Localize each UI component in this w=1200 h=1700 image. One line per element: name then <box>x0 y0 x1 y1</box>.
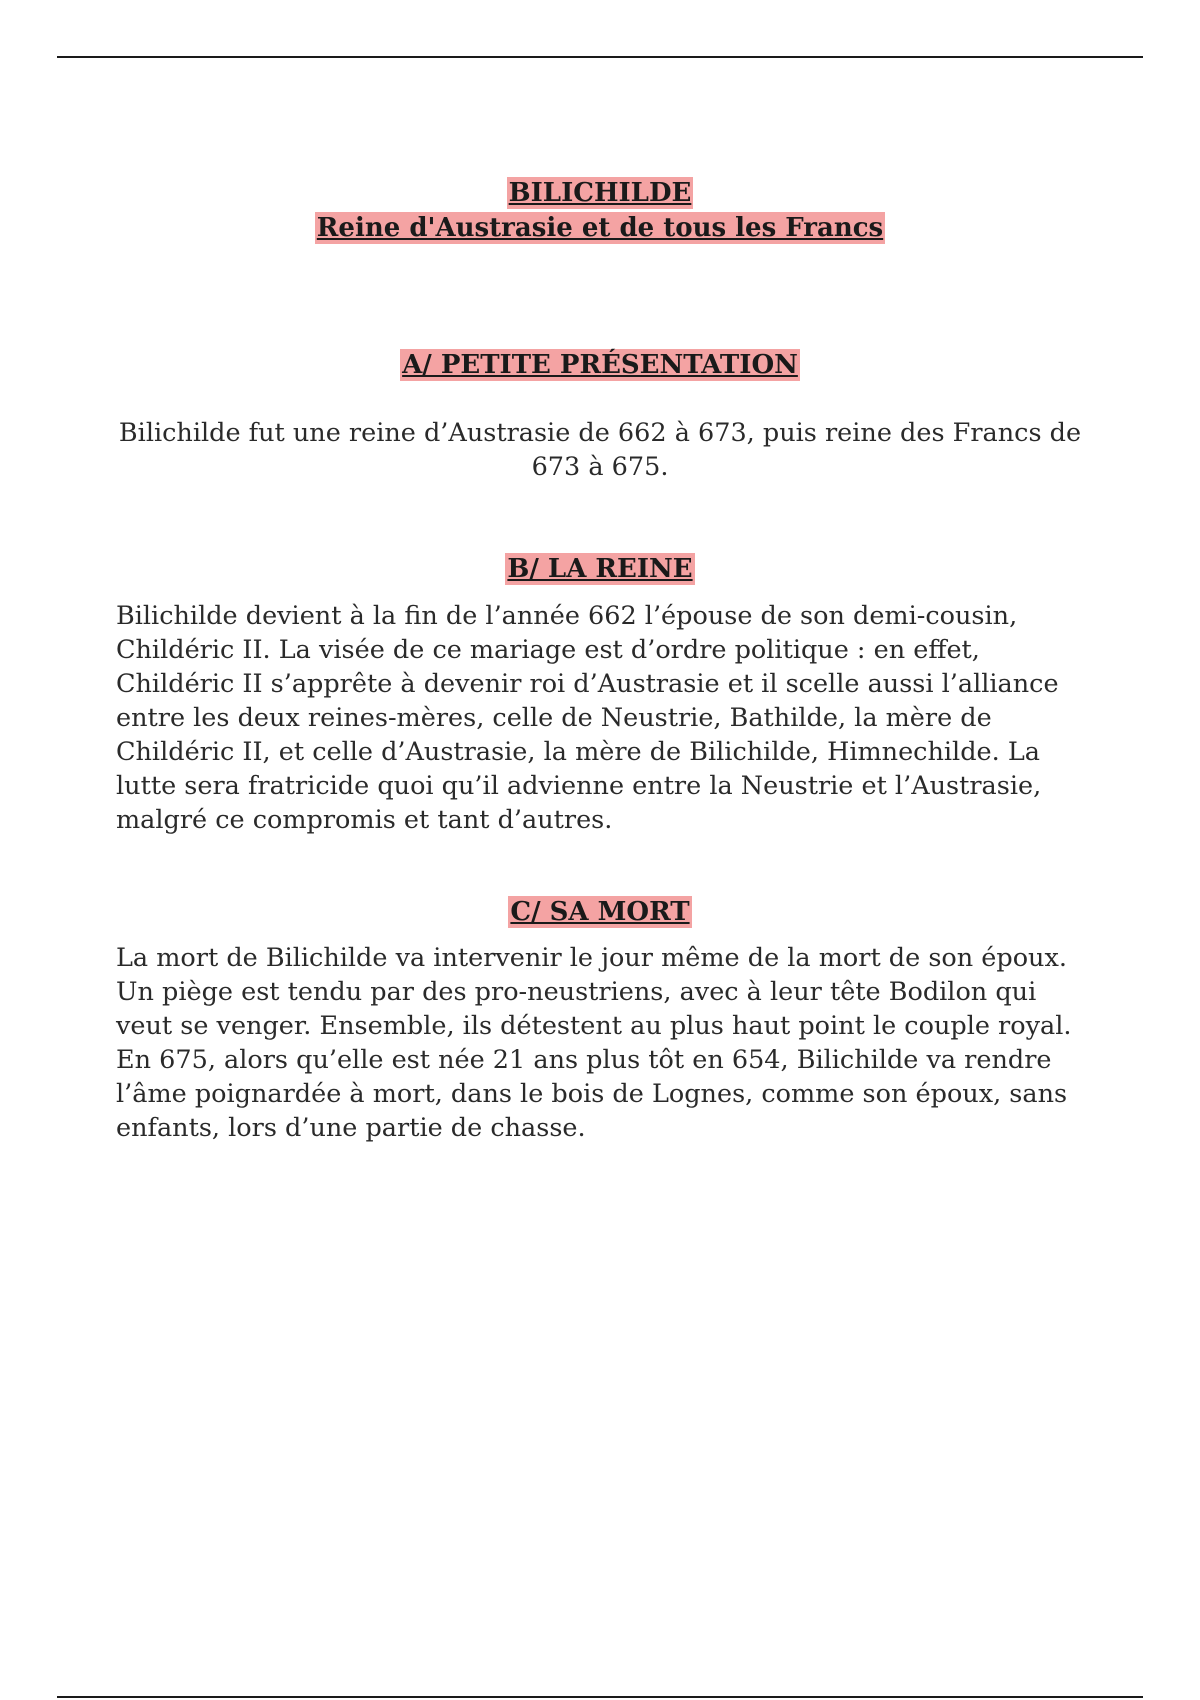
section-heading-mort <box>0 895 1200 929</box>
document-title-line <box>0 176 1200 211</box>
bottom-rule <box>57 1696 1143 1698</box>
document-subtitle: Reine d'Austrasie et de tous les Francs <box>316 213 884 243</box>
section-body-presentation: Bilichilde fut une reine d’Austrasie de 662 à 673, puis reine des Francs de 673 à 675. <box>118 418 1082 482</box>
section-heading-text: C/ SA MORT <box>510 897 690 927</box>
top-rule <box>57 56 1143 58</box>
section-heading-text: A/ PETITE PRÉSENTATION <box>402 350 798 380</box>
section-body-mort: La mort de Bilichilde va intervenir le jour même de la mort de son époux. Un piège est tendu par des pro-neustriens, avec à leur tête Bodilon qui veut se venger. Ensemble, ils détestent au plus haut point le couple royal. En 675, alors qu’elle est née 21 ans plus tôt en 654, Bilichilde va rendre l’âme poignardée à mort, dans le bois de Lognes, comme son époux, sans enfants, lors d’une partie de chasse. <box>116 943 1072 1143</box>
document-title: BILICHILDE <box>508 178 692 208</box>
section-heading-presentation <box>0 348 1200 382</box>
document-subtitle-line <box>0 211 1200 246</box>
section-heading-reine <box>0 552 1200 586</box>
section-body-reine: Bilichilde devient à la fin de l’année 662 l’épouse de son demi-cousin, Childéric II. La visée de ce mariage est d’ordre politique : en effet, Childéric II s’apprête à devenir roi d’Austrasie et il scelle aussi l’alliance entre les deux reines-mères, celle de Neustrie, Bathilde, la mère de Childéric II, et celle d’Austrasie, la mère de Bilichilde, Himnechilde. La lutte sera fratricide quoi qu’il advienne entre la Neustrie et l’Austrasie, malgré ce compromis et tant d’autres. <box>116 601 1059 835</box>
title-block <box>0 176 1200 246</box>
section-heading-text: B/ LA REINE <box>507 554 693 584</box>
